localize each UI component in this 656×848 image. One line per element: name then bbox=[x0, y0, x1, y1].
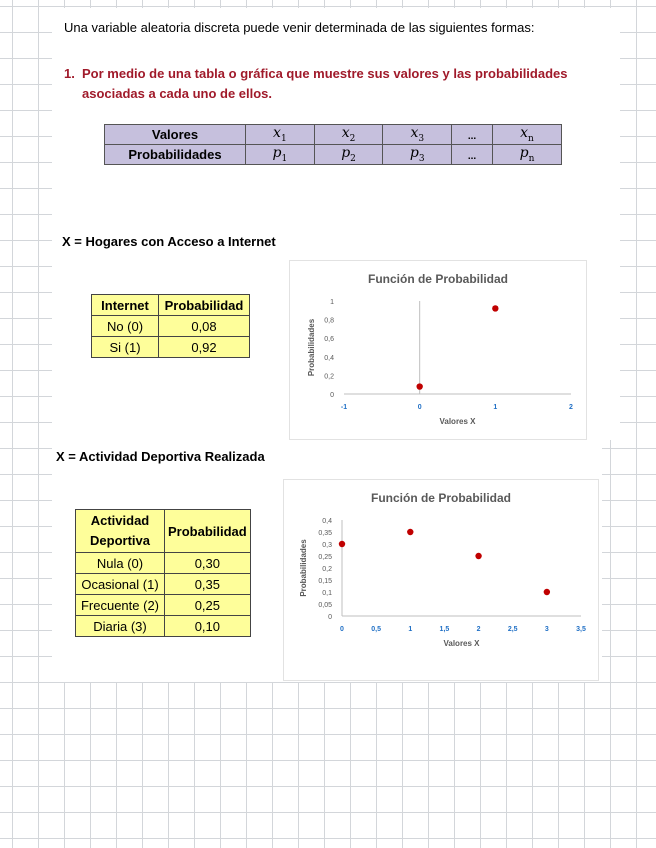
data-point bbox=[475, 553, 481, 559]
chart-title: Función de Probabilidad bbox=[370, 491, 512, 505]
x-tick-label: 1,5 bbox=[439, 626, 450, 633]
x-tick-label: -1 bbox=[340, 404, 348, 411]
table-cell: Frecuente (2) bbox=[76, 595, 165, 616]
intro-text: Una variable aleatoria discreta puede venir determinada de las siguientes formas: bbox=[64, 20, 535, 35]
x-tick-label: 2 bbox=[569, 404, 573, 411]
table-cell: Nula (0) bbox=[76, 553, 165, 574]
y-tick-label: 0,6 bbox=[324, 336, 334, 344]
y-tick-label: 0,1 bbox=[322, 590, 332, 597]
chart-internet-svg bbox=[290, 261, 586, 439]
data-point bbox=[407, 529, 413, 535]
table-cell: 0,92 bbox=[159, 337, 250, 358]
data-point bbox=[416, 383, 422, 389]
x-tick-label: 0 bbox=[340, 626, 344, 633]
chart-deporte bbox=[283, 479, 599, 681]
values-cell: $x_2$ bbox=[314, 125, 383, 145]
y-tick-label: 0,25 bbox=[318, 554, 332, 561]
header-cell: Probabilidad bbox=[159, 295, 250, 316]
probabilities-row bbox=[105, 145, 562, 165]
y-tick-label: 0 bbox=[328, 614, 332, 621]
y-tick-label: 1 bbox=[330, 299, 334, 306]
internet-table bbox=[91, 294, 250, 358]
list-item-text: Por medio de una tabla o gráfica que muestre sus valores y las probabilidades asociadas a cada uno de ellos. bbox=[82, 66, 568, 101]
y-tick-label: 0,8 bbox=[324, 317, 334, 325]
prob-cell: $p_2$ bbox=[314, 145, 383, 165]
data-point bbox=[339, 541, 345, 547]
table-header-row bbox=[92, 295, 250, 316]
section-title-internet: X = Hogares con Acceso a Internet bbox=[62, 234, 276, 249]
x-tick-label: 3,5 bbox=[576, 626, 586, 633]
y-axis-title: Probabilidades bbox=[299, 539, 308, 597]
table-header-row bbox=[76, 510, 251, 553]
y-axis-title: Probabilidades bbox=[307, 318, 316, 377]
data-point bbox=[544, 589, 550, 595]
table-cell: No (0) bbox=[92, 316, 159, 337]
y-tick-label: 0 bbox=[330, 392, 334, 399]
x-axis-title: Valores X bbox=[443, 639, 480, 648]
y-tick-label: 0,05 bbox=[318, 602, 332, 609]
values-cell: $x_1$ bbox=[246, 125, 315, 145]
y-tick-label: 0,4 bbox=[324, 354, 334, 362]
table-row bbox=[92, 316, 250, 337]
table-cell: Si (1) bbox=[92, 337, 159, 358]
y-tick-label: 0,4 bbox=[322, 518, 332, 525]
y-tick-label: 0,2 bbox=[322, 566, 332, 573]
y-tick-label: 0,3 bbox=[322, 542, 332, 549]
header-cell: Actividad Deportiva bbox=[76, 510, 165, 553]
table-cell: 0,10 bbox=[165, 616, 251, 637]
table-row bbox=[76, 616, 251, 637]
y-tick-label: 0,15 bbox=[318, 578, 332, 585]
values-row bbox=[105, 125, 562, 145]
values-label: Valores bbox=[105, 125, 246, 145]
chart-internet bbox=[289, 260, 587, 440]
values-table bbox=[104, 124, 562, 165]
section-title-deporte: X = Actividad Deportiva Realizada bbox=[56, 449, 265, 464]
table-cell: 0,35 bbox=[165, 574, 251, 595]
values-cell: $x_3$ bbox=[383, 125, 452, 145]
header-cell: Internet bbox=[92, 295, 159, 316]
table-cell: Diaria (3) bbox=[76, 616, 165, 637]
table-cell: 0,25 bbox=[165, 595, 251, 616]
table-row bbox=[92, 337, 250, 358]
x-tick-label: 2 bbox=[476, 626, 481, 633]
x-tick-label: 0,5 bbox=[371, 626, 382, 633]
table-row bbox=[76, 595, 251, 616]
prob-cell: $p_n$ bbox=[492, 145, 561, 165]
x-axis-title: Valores X bbox=[439, 417, 476, 426]
x-tick-label: 1 bbox=[493, 404, 498, 411]
prob-cell: ... bbox=[452, 145, 493, 165]
values-cell: ... bbox=[452, 125, 493, 145]
x-tick-label: 0 bbox=[417, 404, 422, 411]
data-point bbox=[492, 305, 498, 311]
x-tick-label: 1 bbox=[408, 626, 413, 633]
y-tick-label: 0,35 bbox=[318, 530, 332, 537]
x-tick-label: 3 bbox=[544, 626, 549, 633]
chart-title: Función de Probabilidad bbox=[367, 272, 509, 286]
table-cell: 0,08 bbox=[159, 316, 250, 337]
probabilities-label: Probabilidades bbox=[105, 145, 246, 165]
chart-deporte-svg bbox=[284, 480, 598, 680]
values-cell: $x_n$ bbox=[492, 125, 561, 145]
prob-cell: $p_3$ bbox=[383, 145, 452, 165]
y-tick-label: 0,2 bbox=[324, 373, 334, 381]
table-cell: Ocasional (1) bbox=[76, 574, 165, 595]
table-row bbox=[76, 574, 251, 595]
header-cell: Probabilidad bbox=[165, 510, 251, 553]
table-row bbox=[76, 553, 251, 574]
deporte-table bbox=[75, 509, 251, 637]
list-item-number: 1. bbox=[64, 66, 75, 81]
table-cell: 0,30 bbox=[165, 553, 251, 574]
prob-cell: $p_1$ bbox=[246, 145, 315, 165]
x-tick-label: 2,5 bbox=[507, 626, 518, 633]
